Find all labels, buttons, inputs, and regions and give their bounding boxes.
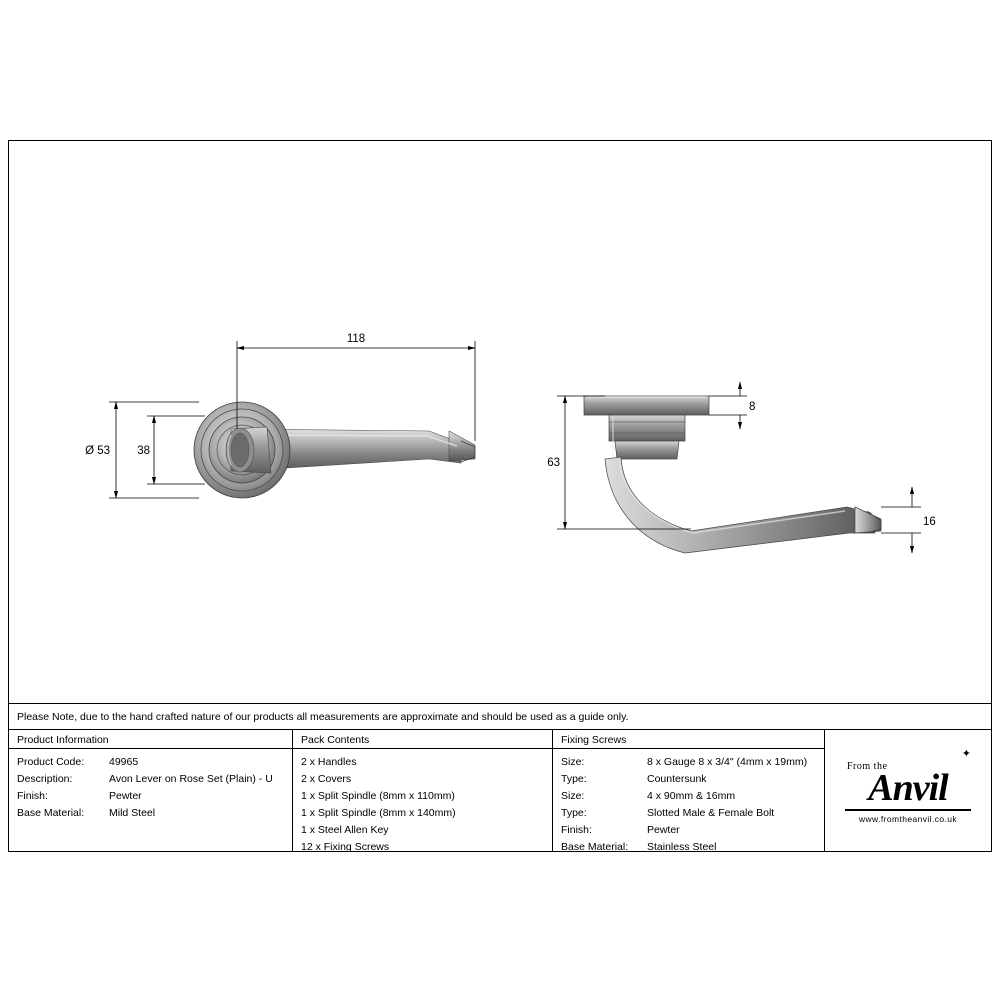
dim-label-diameter-53: Ø 53 [85,445,110,457]
measurement-note [9,703,991,729]
dimension-thickness-8 [709,382,747,429]
table-row [561,822,824,839]
table-row [17,788,292,805]
description-label: Description: [17,773,73,785]
fixing-type-value-2: Slotted Male & Female Bolt [647,807,775,819]
logo-from-the-text: From the [847,761,888,772]
drawing-area [9,141,991,703]
dim-label-118: 118 [346,333,366,345]
logo-website-url: www.fromtheanvil.co.uk [858,814,958,824]
table-row [561,771,824,788]
logo-divider [845,809,971,811]
table-row [561,788,824,805]
front-view-drawing [194,402,475,498]
product-code-value: 49965 [109,756,139,768]
pack-contents-body [293,749,552,856]
list-item: 2 x Handles [301,756,357,768]
technical-drawing-sheet [8,140,992,852]
specification-table [9,729,991,851]
table-row [17,754,292,771]
logo-anvil-text: Anvil [868,767,948,809]
finish-label: Finish: [17,790,48,802]
table-row [561,754,824,771]
list-item: 1 x Split Spindle (8mm x 110mm) [301,790,455,802]
fixing-base-material-value: Stainless Steel [647,841,717,853]
fixing-finish-value: Pewter [647,824,680,836]
brand-logo [825,730,991,851]
table-row [561,805,824,822]
fixing-size-value-1: 8 x Gauge 8 x 3/4" (4mm x 19mm) [647,756,808,768]
measurement-note-text: Please Note, due to the hand crafted nature of our products all measurements are approximate and should be used as a guide only. [17,710,629,723]
fixing-type-label-1: Type: [561,773,587,785]
fixing-base-material-label: Base Material: [561,841,629,853]
pack-contents-heading: Pack Contents [293,730,552,749]
dim-label-8: 8 [749,401,756,413]
brand-logo-column [825,730,991,851]
base-material-label: Base Material: [17,807,85,819]
fixing-size-value-2: 4 x 90mm & 16mm [647,790,736,802]
dimension-end-16 [881,487,921,553]
fixing-type-value-1: Countersunk [647,773,707,785]
dim-label-38: 38 [137,445,150,457]
product-information-heading: Product Information [9,730,292,749]
fixing-size-label-2: Size: [561,790,585,802]
dim-label-16: 16 [923,516,936,528]
product-drawings-svg [9,141,991,703]
dim-label-63: 63 [547,457,560,469]
base-material-value: Mild Steel [109,807,156,819]
finish-value: Pewter [109,790,142,802]
fixing-size-label-1: Size: [561,756,585,768]
product-information-body [9,749,292,822]
list-item: 1 x Steel Allen Key [301,824,389,836]
list-item: 1 x Split Spindle (8mm x 140mm) [301,807,456,819]
table-row [17,805,292,822]
product-information-column [9,730,293,851]
product-code-label: Product Code: [17,756,85,768]
star-icon: ✦ [961,748,971,760]
pack-contents-column [293,730,553,851]
fixing-screws-body [553,749,824,856]
fixing-screws-heading: Fixing Screws [553,730,824,749]
description-value: Avon Lever on Rose Set (Plain) - U [109,773,273,785]
fixing-screws-column [553,730,825,851]
fixing-type-label-2: Type: [561,807,587,819]
side-view-drawing [584,396,881,553]
fixing-finish-label: Finish: [561,824,592,836]
list-item: 12 x Fixing Screws [301,841,390,853]
list-item: 2 x Covers [301,773,352,785]
table-row [17,771,292,788]
table-row [561,839,824,856]
